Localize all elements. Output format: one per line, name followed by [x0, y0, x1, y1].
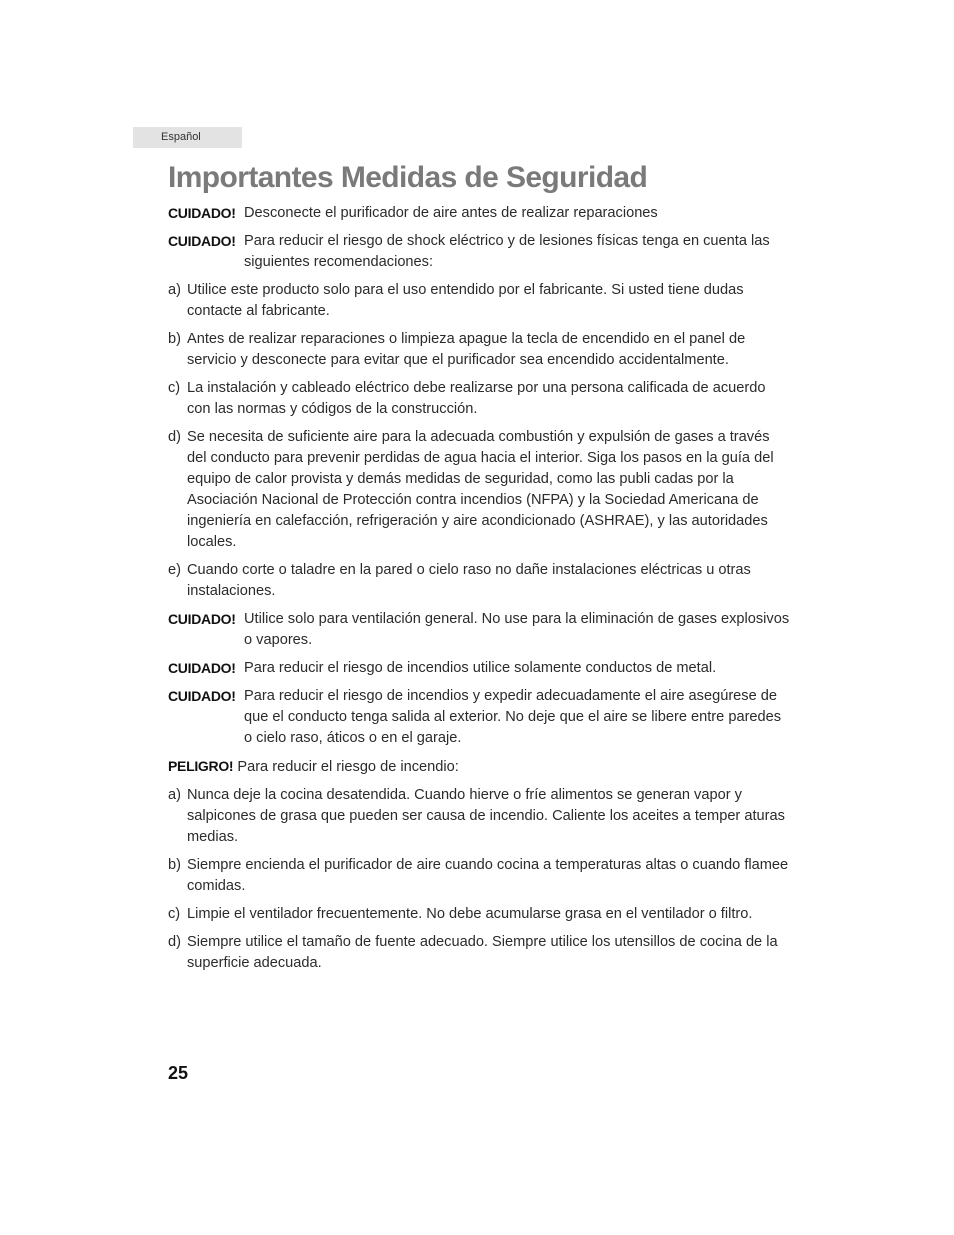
caution-keyword: CUIDADO! — [168, 611, 236, 627]
list-marker: c) — [168, 906, 181, 922]
language-tab: Español — [133, 127, 242, 148]
list-text: Se necesita de suficiente aire para la adecuada combustión y expulsión de gases a través del conducto para prevenir perdidas de agua hacia el interior. Siga los pasos en la guía del equipo de calor provista y demás medidas de seguridad, como las publi cadas por la Asociación Nacional de Protección contra incendios (NFPA) y la Sociedad Americana de ingeniería en calefacción, refrigeración y aire acondicionado (ASHRAE), y las autoridades locales. — [187, 429, 774, 550]
list-item — [168, 280, 793, 322]
danger-block — [168, 756, 793, 778]
page-title: Importantes Medidas de Seguridad — [168, 161, 648, 194]
list-item — [168, 904, 793, 925]
caution-text: Para reducir el riesgo de incendios utilice solamente conductos de metal. — [244, 660, 717, 676]
caution-block — [168, 686, 793, 749]
list-item — [168, 932, 793, 974]
list-marker: a) — [168, 282, 181, 298]
caution-text: Para reducir el riesgo de incendios y expedir adecuadamente el aire asegúrese de que el conducto tenga salida al exterior. No deje que el aire se libere entre paredes o cielo raso, áticos o en el garaje. — [244, 688, 782, 746]
caution-keyword: CUIDADO! — [168, 233, 236, 249]
list-marker: b) — [168, 331, 181, 347]
list-item — [168, 378, 793, 420]
danger-text: Para reducir el riesgo de incendio: — [237, 759, 459, 775]
caution-block — [168, 658, 793, 679]
danger-keyword: PELIGRO! — [168, 758, 234, 774]
list-text: Cuando corte o taladre en la pared o cielo raso no dañe instalaciones eléctricas u otras instalaciones. — [187, 562, 751, 599]
list-item — [168, 427, 793, 553]
list-item — [168, 785, 793, 848]
list-marker: d) — [168, 934, 181, 950]
list-marker: c) — [168, 380, 181, 396]
caution-text: Para reducir el riesgo de shock eléctrico y de lesiones físicas tenga en cuenta las siguientes recomendaciones: — [244, 233, 770, 270]
caution-text: Utilice solo para ventilación general. No use para la eliminación de gases explosivos o vapores. — [244, 611, 790, 648]
list-text: Antes de realizar reparaciones o limpieza apague la tecla de encendido en el panel de servicio y desconecte para evitar que el purificador sea encendido accidentalmente. — [187, 331, 746, 368]
page-number: 25 — [168, 1063, 189, 1083]
list-marker: a) — [168, 787, 181, 803]
caution-keyword: CUIDADO! — [168, 660, 236, 676]
list-text: Utilice este producto solo para el uso entendido por el fabricante. Si usted tiene dudas contacte al fabricante. — [187, 282, 744, 319]
list-text: Limpie el ventilador frecuentemente. No debe acumularse grasa en el ventilador o filtro. — [187, 906, 753, 922]
list-marker: b) — [168, 857, 181, 873]
caution-keyword: CUIDADO! — [168, 205, 236, 221]
caution-block — [168, 231, 793, 273]
list-item — [168, 560, 793, 602]
list-item — [168, 855, 793, 897]
caution-block — [168, 609, 793, 651]
list-marker: e) — [168, 562, 181, 578]
list-text: La instalación y cableado eléctrico debe realizarse por una persona calificada de acuerdo con las normas y códigos de la construcción. — [187, 380, 766, 417]
list-text: Siempre encienda el purificador de aire cuando cocina a temperaturas altas o cuando flamee comidas. — [187, 857, 789, 894]
caution-text: Desconecte el purificador de aire antes de realizar reparaciones — [244, 205, 658, 221]
list-marker: d) — [168, 429, 181, 445]
list-text: Nunca deje la cocina desatendida. Cuando hierve o fríe alimentos se generan vapor y salpicones de grasa que pueden ser causa de incendio. Caliente los aceites a temper aturas medias. — [187, 787, 785, 845]
list-item — [168, 329, 793, 371]
caution-block — [168, 203, 793, 224]
safety-content — [168, 203, 793, 981]
caution-keyword: CUIDADO! — [168, 688, 236, 704]
list-text: Siempre utilice el tamaño de fuente adecuado. Siempre utilice los utensillos de cocina de la superficie adecuada. — [187, 934, 778, 971]
